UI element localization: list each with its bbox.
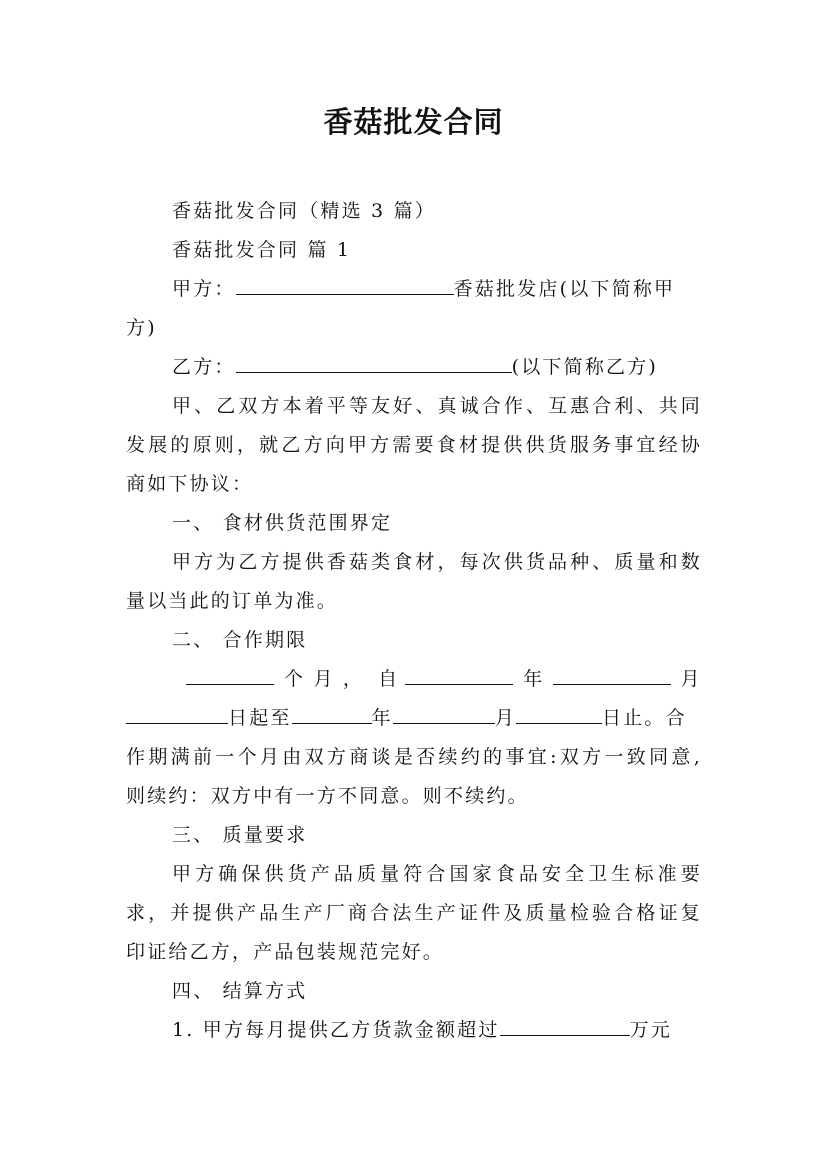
section-2-line-3: 作期满前一个月由双方商谈是否续约的事宜:双方一致同意,	[126, 746, 702, 768]
party-a-suffix: 香菇批发店(以下简称甲	[453, 278, 676, 300]
party-a-name-blank[interactable]	[236, 274, 454, 295]
section-4-item-1	[172, 1015, 702, 1045]
party-b-suffix: (以下简称乙方)	[511, 356, 659, 378]
section-1-line-1: 甲方为乙方提供香菇类食材，每次供货品种、质量和数	[172, 551, 702, 573]
end-day-blank[interactable]	[516, 703, 602, 724]
end-month-label: 月	[494, 707, 517, 729]
party-b-name-blank[interactable]	[236, 352, 512, 373]
term-months-blank[interactable]	[186, 664, 274, 685]
party-b-label: 乙方：	[172, 356, 236, 378]
section-4-heading: 四、 结算方式	[172, 980, 308, 1002]
section-2-heading: 二、 合作期限	[172, 629, 308, 651]
section-3-line-1: 甲方确保供货产品质量符合国家食品安全卫生标准要	[172, 863, 702, 885]
end-day-label: 日止。合	[602, 707, 687, 729]
section-3-line-3: 印证给乙方，产品包装规范完好。	[126, 941, 445, 963]
start-day-label: 日起至	[228, 707, 292, 729]
section-2-line-4: 则续约：双方中有一方不同意。则不续约。	[126, 785, 529, 807]
party-a-label: 甲方：	[172, 278, 236, 300]
section-1-line-2: 量以当此的订单为准。	[126, 590, 339, 612]
start-month-blank[interactable]	[553, 664, 671, 685]
term-line-1	[186, 664, 702, 694]
term-line-2	[126, 703, 702, 733]
payment-unit: 万元	[629, 1019, 672, 1041]
preamble-line-2: 发展的原则，就乙方向甲方需要食材提供供货服务事宜经协	[126, 434, 702, 456]
start-year-label: 年	[523, 668, 545, 690]
section-1-heading: 一、 食材供货范围界定	[172, 512, 393, 534]
term-from-label: 自	[378, 668, 400, 690]
end-year-blank[interactable]	[292, 703, 372, 724]
subtitle: 香菇批发合同（精选 3 篇）	[172, 200, 436, 222]
start-day-blank[interactable]	[126, 703, 228, 724]
end-month-blank[interactable]	[393, 703, 495, 724]
term-months-label: 个 月 ，	[284, 668, 365, 690]
payment-amount-blank[interactable]	[500, 1015, 630, 1036]
preamble-line-1: 甲、乙双方本着平等友好、真诚合作、互惠合利、共同	[172, 395, 702, 417]
party-a-line	[172, 274, 702, 304]
start-year-blank[interactable]	[405, 664, 513, 685]
section-3-heading: 三、 质量要求	[172, 824, 308, 846]
party-a-suffix-cont: 方)	[126, 317, 157, 339]
party-b-line	[172, 352, 702, 382]
end-year-label: 年	[371, 707, 393, 729]
start-month-label: 月	[680, 668, 702, 690]
payment-threshold-text: 1. 甲方每月提供乙方货款金额超过	[172, 1019, 500, 1041]
part-heading: 香菇批发合同 篇 1	[172, 239, 352, 261]
section-3-line-2: 求，并提供产品生产厂商合法生产证件及质量检验合格证复	[126, 902, 702, 924]
preamble-line-3: 商如下协议：	[126, 473, 254, 495]
document-title: 香菇批发合同	[323, 105, 504, 139]
